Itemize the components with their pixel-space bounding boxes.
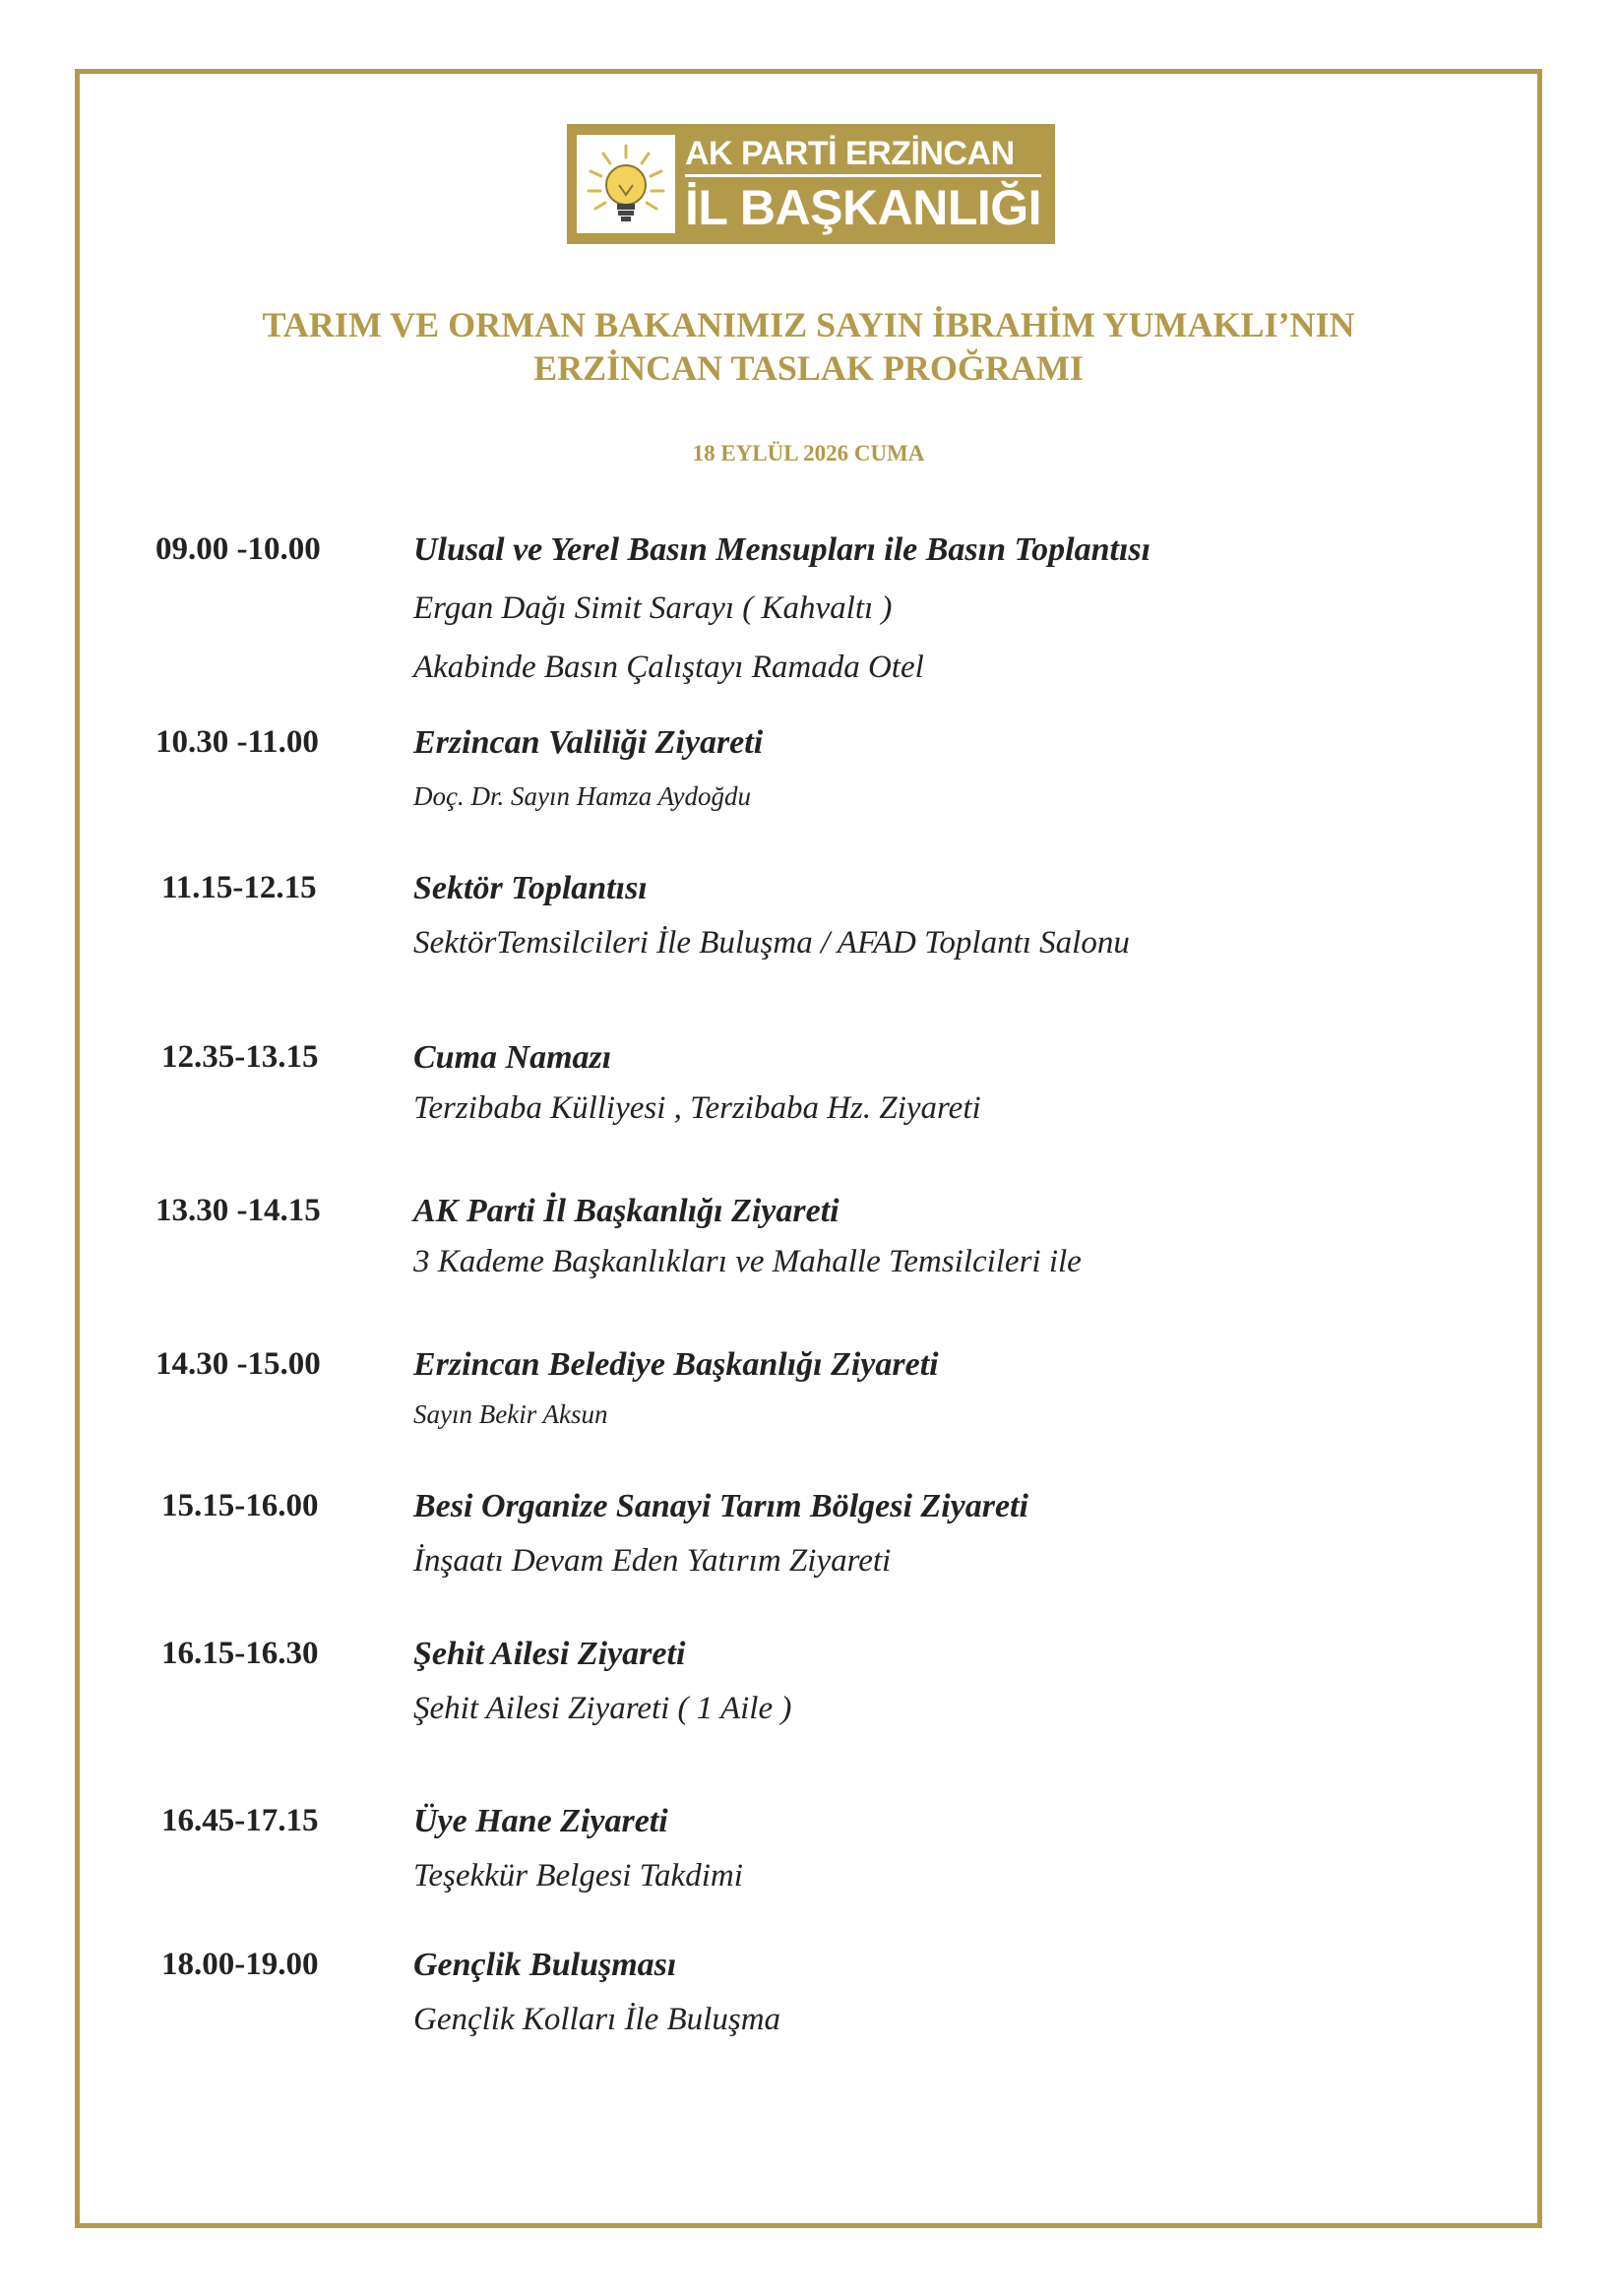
- entry-time: 18.00-19.00: [161, 1947, 319, 1982]
- entry-detail: Ergan Dağı Simit Sarayı ( Kahvaltı ): [413, 590, 893, 626]
- logo-line1: AK PARTİ ERZİNCAN: [685, 137, 1041, 177]
- entry-time: 09.00 -10.00: [155, 531, 321, 567]
- entry-event: Erzincan Belediye Başkanlığı Ziyareti: [413, 1346, 939, 1383]
- entry-detail: Akabinde Basın Çalıştayı Ramada Otel: [413, 650, 924, 685]
- logo-line2: İL BAŞKANLIĞI: [685, 179, 1042, 235]
- document-title-line1: TARIM VE ORMAN BAKANIMIZ SAYIN İBRAHİM YUMAKLI’NIN: [262, 305, 1355, 344]
- entry-detail: Sayın Bekir Aksun: [413, 1399, 608, 1429]
- entry-event: Erzincan Valiliği Ziyareti: [413, 724, 764, 761]
- entry-time: 16.45-17.15: [161, 1803, 319, 1838]
- entry-detail: Teşekkür Belgesi Takdimi: [413, 1858, 743, 1893]
- entry-detail: Terzibaba Külliyesi , Terzibaba Hz. Ziyareti: [413, 1090, 981, 1126]
- entry-event: Üye Hane Ziyareti: [413, 1803, 668, 1839]
- entry-event: Cuma Namazı: [413, 1039, 612, 1076]
- entry-detail: Doç. Dr. Sayın Hamza Aydoğdu: [413, 781, 751, 811]
- entry-detail: İnşaatı Devam Eden Yatırım Ziyareti: [413, 1543, 892, 1579]
- entry-detail: Gençlik Kolları İle Buluşma: [413, 2002, 781, 2037]
- lightbulb-icon: [582, 140, 670, 228]
- party-logo: [567, 124, 1055, 244]
- entry-event: Besi Organize Sanayi Tarım Bölgesi Ziyareti: [413, 1488, 1028, 1524]
- program-date: 18 EYLÜL 2026 CUMA: [692, 441, 925, 465]
- page-border: [75, 69, 1542, 2228]
- document-title-line2: ERZİNCAN TASLAK PROĞRAMI: [533, 348, 1084, 388]
- entry-detail: Şehit Ailesi Ziyareti ( 1 Aile ): [413, 1691, 792, 1726]
- entry-time: 13.30 -14.15: [155, 1193, 321, 1228]
- entry-detail: SektörTemsilcileri İle Buluşma / AFAD Toplantı Salonu: [413, 925, 1130, 961]
- logo-icon-box: [577, 135, 675, 233]
- entry-time: 16.15-16.30: [161, 1636, 319, 1671]
- entry-event: Sektör Toplantısı: [413, 870, 648, 906]
- entry-detail: 3 Kademe Başkanlıkları ve Mahalle Temsilcileri ile: [413, 1244, 1082, 1279]
- logo-text: [685, 134, 1042, 235]
- entry-time: 15.15-16.00: [161, 1488, 319, 1523]
- entry-event: Ulusal ve Yerel Basın Mensupları ile Basın Toplantısı: [413, 531, 1151, 568]
- entry-time: 10.30 -11.00: [155, 724, 319, 760]
- entry-time: 14.30 -15.00: [155, 1346, 321, 1382]
- entry-time: 11.15-12.15: [161, 870, 317, 905]
- entry-event: Gençlik Buluşması: [413, 1947, 677, 1983]
- entry-event: AK Parti İl Başkanlığı Ziyareti: [413, 1193, 840, 1229]
- entry-event: Şehit Ailesi Ziyareti: [413, 1636, 686, 1672]
- entry-time: 12.35-13.15: [161, 1039, 319, 1075]
